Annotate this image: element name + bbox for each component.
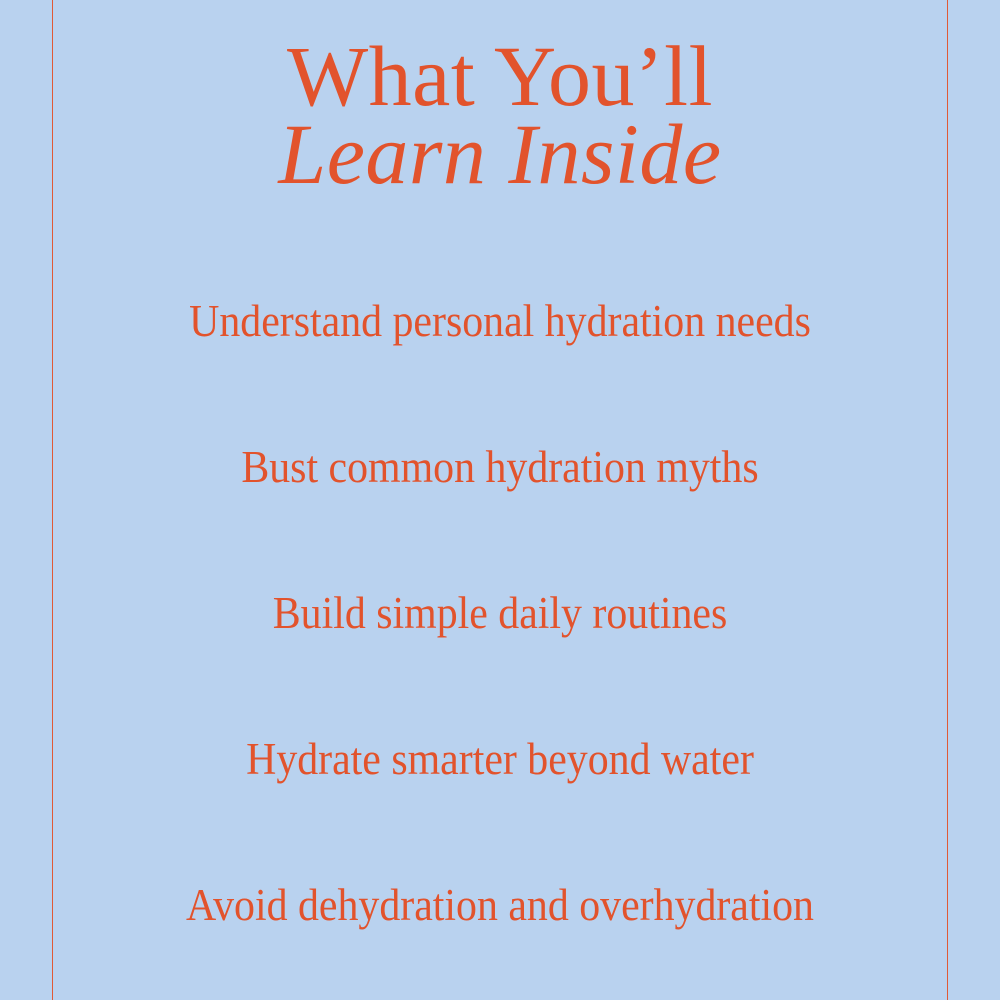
- learn-inside-list: [52, 249, 948, 979]
- list-item: Avoid dehydration and overhydration: [186, 879, 814, 930]
- list-item: Hydrate smarter beyond water: [246, 733, 754, 784]
- page-title: [278, 28, 722, 203]
- page-title-line-2: Learn Inside: [278, 106, 722, 203]
- slide-content: [52, 0, 948, 1000]
- list-item: Bust common hydration myths: [241, 441, 759, 492]
- list-item: Understand personal hydration needs: [189, 295, 811, 346]
- page-title-line-1: What You’ll: [287, 28, 713, 124]
- list-item: Build simple daily routines: [272, 587, 728, 638]
